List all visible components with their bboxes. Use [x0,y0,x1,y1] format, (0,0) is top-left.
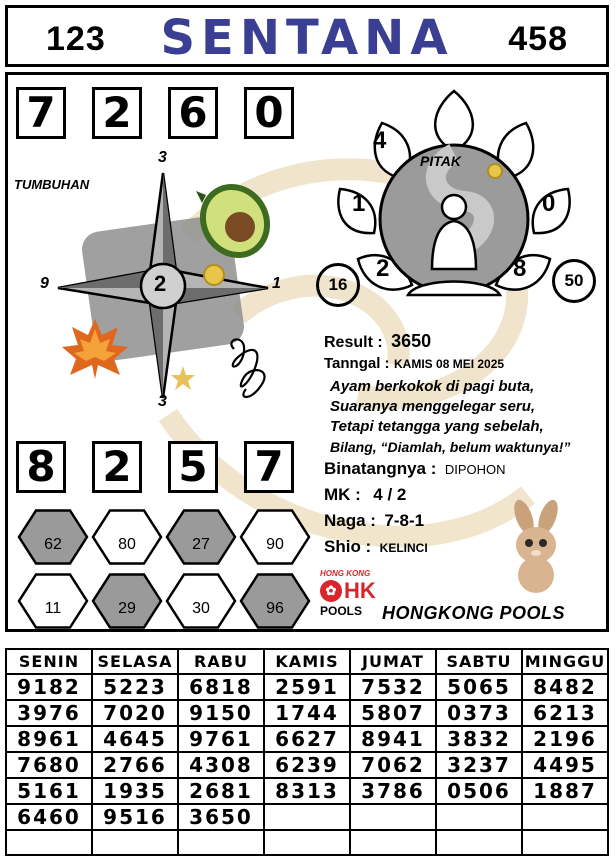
table-cell: 7532 [350,674,436,700]
top-digit-4: 0 [244,87,294,139]
naga-row [324,511,424,531]
lotus-top-number: 4 [373,127,387,154]
hex-number-4: 90 [266,536,284,553]
table-cell [522,804,608,830]
table-header-kamis: KAMIS [264,649,350,674]
table-cell: 6213 [522,700,608,726]
table-cell [178,830,264,855]
table-header-jumat: JUMAT [350,649,436,674]
shio-row [324,537,428,557]
maple-leaf-icon [60,317,130,381]
hex-number-2: 80 [118,536,136,553]
table-cell: 2681 [178,778,264,804]
table-cell: 8941 [350,726,436,752]
lotus-side-left-circle: 16 [316,263,360,307]
mk-row [324,485,406,505]
table-cell: 4308 [178,752,264,778]
shio-value: KELINCI [379,541,428,555]
table-cell [350,804,436,830]
naga-value: 7-8-1 [384,511,425,530]
table-cell [522,830,608,855]
table-header-row [6,649,608,674]
table-cell: 6460 [6,804,92,830]
table-cell: 7020 [92,700,178,726]
table-cell: 0373 [436,700,522,726]
table-cell [92,830,178,855]
lotus-left-number: 1 [352,190,366,217]
top-digit-2: 2 [92,87,142,139]
bottom-digit-4: 7 [244,441,294,493]
lotus-side-right-circle: 50 [552,259,596,303]
table-cell: 6239 [264,752,350,778]
avocado-icon [188,173,278,263]
table-cell: 1887 [522,778,608,804]
poem-line-4: Bilang, “Diamlah, belum waktunya!” [330,439,571,455]
main-panel [5,72,609,632]
results-table [5,648,609,856]
table-cell [436,804,522,830]
hongkong-pools-logo [320,569,380,625]
lotus-label: PITAK [420,153,461,169]
page-title: SENTANA [160,10,454,66]
table-cell [6,830,92,855]
lotus-right-number: 0 [542,190,556,217]
hex-number-1: 62 [44,536,62,553]
result-block [324,331,504,377]
table-cell: 9516 [92,804,178,830]
table-cell: 9761 [178,726,264,752]
table-row [6,804,608,830]
compass-top-number: 3 [158,149,167,166]
table-row [6,752,608,778]
top-digit-1: 7 [16,87,66,139]
table-cell: 9182 [6,674,92,700]
compass-left-number: 9 [40,275,49,292]
compass-center-number: 2 [154,271,167,296]
table-cell: 3832 [436,726,522,752]
table-cell: 8482 [522,674,608,700]
logo-caption: HONGKONG POOLS [382,603,566,623]
mk-label: MK : [324,485,361,504]
logo-emblem: ✿ [320,580,342,602]
table-cell: 5161 [6,778,92,804]
table-cell: 5065 [436,674,522,700]
table-cell: 3237 [436,752,522,778]
table-cell: 7062 [350,752,436,778]
hex-number-5: 11 [44,600,62,617]
table-row [6,778,608,804]
logo-letters: HK [344,578,376,603]
header-banner [5,5,609,67]
table-cell: 0506 [436,778,522,804]
table-cell: 3786 [350,778,436,804]
table-header-selasa: SELASA [92,649,178,674]
logo-pools-text: POOLS [320,604,363,618]
bottom-digit-1: 8 [16,441,66,493]
compass-bottom-number: 3 [158,393,167,410]
logo-small-text: HONG KONG [320,569,371,578]
table-cell: 7680 [6,752,92,778]
table-header-senin: SENIN [6,649,92,674]
signature-scribble [216,329,286,409]
header-left-number: 123 [46,20,106,58]
table-cell: 2196 [522,726,608,752]
table-cell: 2766 [92,752,178,778]
table-cell: 5807 [350,700,436,726]
table-cell: 6818 [178,674,264,700]
naga-label: Naga : [324,511,376,530]
binatang-row [324,459,506,479]
table-row [6,830,608,855]
table-cell: 3650 [178,804,264,830]
lotus-bottom-left-number: 2 [376,255,390,282]
table-header-minggu: MINGGU [522,649,608,674]
table-cell: 5223 [92,674,178,700]
rabbit-icon [496,499,576,595]
table-header-sabtu: SABTU [436,649,522,674]
category-label: TUMBUHAN [14,177,90,192]
mk-value: 4 / 2 [373,485,407,504]
table-cell: 8313 [264,778,350,804]
table-header-rabu: RABU [178,649,264,674]
coin-icon [202,263,226,287]
bottom-digit-2: 2 [92,441,142,493]
table-row [6,674,608,700]
poem-line-3: Tetapi tetangga yang sebelah, [330,418,544,435]
binatang-label: Binatangnya : [324,459,437,478]
shio-label: Shio : [324,537,372,556]
compass-right-number: 1 [272,275,281,292]
binatang-value: DIPOHON [444,462,506,477]
hex-number-7: 30 [192,600,210,617]
table-cell: 9150 [178,700,264,726]
table-cell: 4645 [92,726,178,752]
lotus-bottom-right-number: 8 [513,255,527,282]
table-cell: 4495 [522,752,608,778]
table-cell: 8961 [6,726,92,752]
hex-number-6: 29 [118,600,136,617]
table-cell: 3976 [6,700,92,726]
result-label: Result : [324,334,383,351]
star-icon [170,365,196,391]
result-value: 3650 [391,331,432,351]
table-cell [350,830,436,855]
hex-number-8: 96 [266,600,284,617]
table-row [6,700,608,726]
table-cell: 6627 [264,726,350,752]
table-cell [264,804,350,830]
table-cell [436,830,522,855]
hex-number-3: 27 [192,536,210,553]
table-cell [264,830,350,855]
bottom-digit-3: 5 [168,441,218,493]
poem-line-1: Ayam berkokok di pagi buta, [330,378,535,395]
poem-line-2: Suaranya menggelegar seru, [330,398,536,415]
hex-number-grid [16,505,316,632]
table-cell: 1744 [264,700,350,726]
date-value: KAMIS 08 MEI 2025 [394,357,505,371]
table-row [6,726,608,752]
table-cell: 1935 [92,778,178,804]
header-right-number: 458 [508,20,568,58]
top-digit-3: 6 [168,87,218,139]
table-cell: 2591 [264,674,350,700]
date-label: Tanngal : [324,355,390,372]
